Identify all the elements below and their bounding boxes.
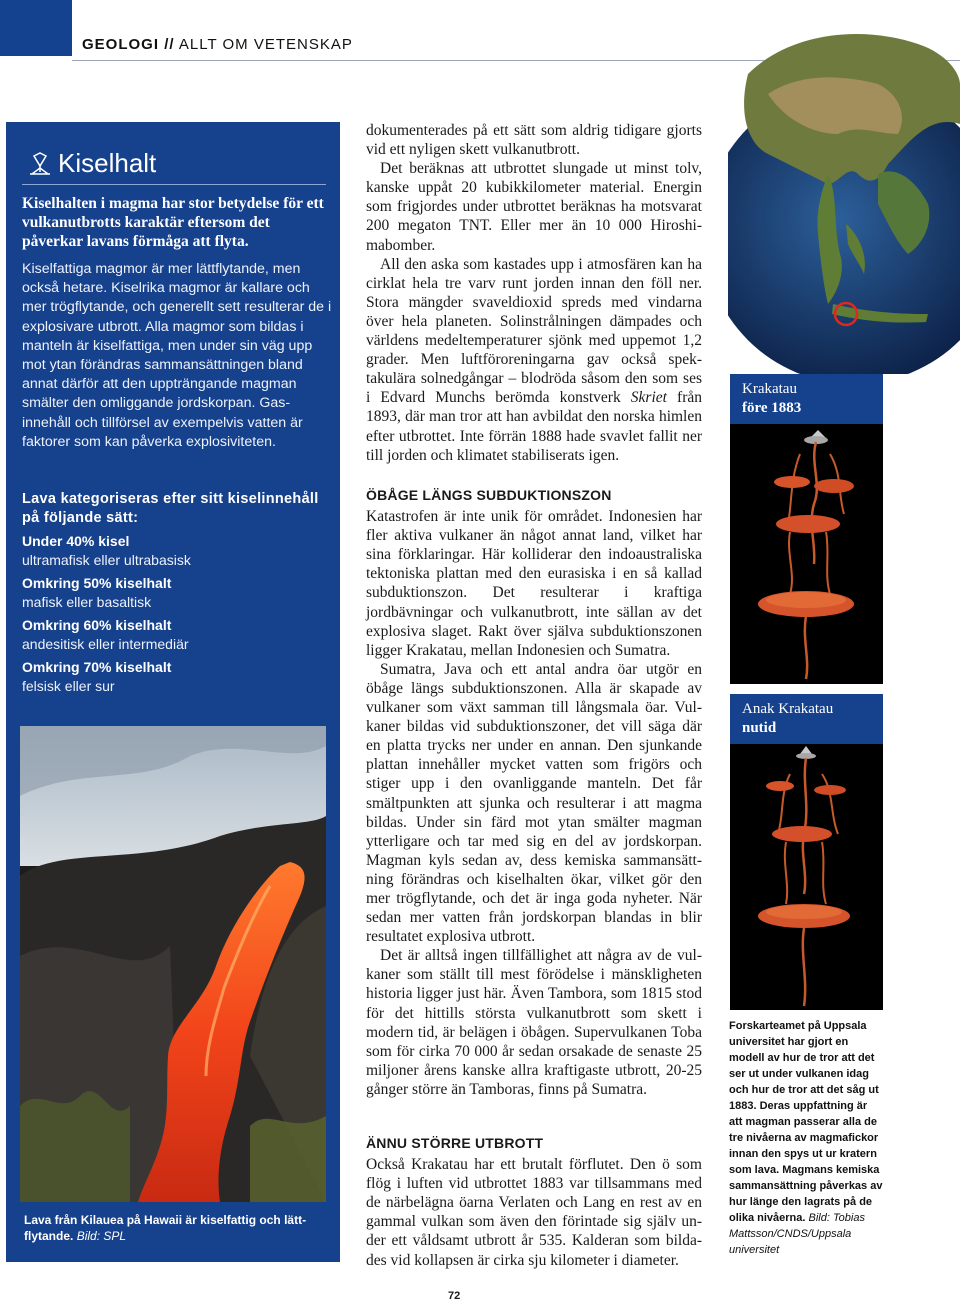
article-column-middle	[366, 486, 702, 1099]
model-caption-credit: Bild: Tobias Mattsson/CNDS/Uppsala universitet	[729, 1212, 865, 1256]
sidebar-title-row	[28, 148, 156, 179]
label-line-bold: nutid	[742, 720, 777, 736]
label-line-bold: före 1883	[742, 400, 802, 416]
article-paragraph: Sumatra, Java och ett antal andra öar utgör en öbåge längs subduktionszonen. Alla är skapade av vulkaner som växt samman till långsmala öar. Vulkaner bildas vid subduktionszoner, det vill säga där en platta trycks ner under en annan. Den sjunkande plattan innehåller mycket vatten som frigörs och stiger upp i den ovanliggande manteln. Det får smältpunkten att sjunka och resulterar i att magma bildas. Under sin färd mot ytan smälter magman ytterligare och tar med sig en del av jordskorpan. Magman kyls sedan av, dess kemiska sammansättning förändras och kiselhalten ökar, vilket gör den mer trögflytande, och det är inga goda nyheter. När sedan mer vatten från jordskorpan blandas in blir resultatet explosiva utbrott.	[366, 660, 702, 946]
lava-caption-text: Lava från Kilauea på Hawaii är kiselfattig och lättflytande.	[24, 1213, 307, 1243]
section-heading: ÄNNU STÖRRE UTBROTT	[366, 1135, 544, 1151]
mineral-icon	[28, 152, 52, 176]
kiselhalt-sidebar	[6, 122, 340, 1262]
category-item	[22, 616, 322, 653]
category-item	[22, 532, 322, 569]
article-paragraph: Det beräknas att utbrottet slungade ut minst tolv, kanske uppåt 20 kubikkilometer material. Energin som frigjordes under utbrottet beräknas ha motsvarat 200 megaton TNT. Eller mer än 10 000 Hiroshimabomber.	[366, 160, 702, 254]
category-label: Omkring 60% kiselhalt	[22, 617, 172, 633]
globe-map	[728, 14, 960, 374]
magma-chamber-model-before	[730, 424, 883, 684]
category-desc: mafisk eller basaltisk	[22, 594, 152, 610]
sidebar-body	[22, 260, 332, 452]
category-desc: andesitisk eller intermediär	[22, 636, 189, 652]
article-text: All den aska som kastades upp i atmosfären kan ha cirklat hela tre varv runt jorden innan den föll ner. Stora mängder svaveldioxid spreds med vindarna över hela planeten. Solinstrålningen dämpades och världens medeltemperaturer sjönk med uppemot 1,2 grader. Men luftföroreningarna gav också spektakulära solnedgångar – blodröda såsom den som ses i Edvard Munchs berömda konstverk	[366, 255, 702, 407]
header-subtitle: ALLT OM VETENSKAP	[178, 36, 353, 53]
category-desc: felsisk eller sur	[22, 678, 115, 694]
article-text: från 1893, där man tror att han avbildat den norska himlen efter utbrottet. Inte förrän 1888 hade svavlet fallit ner till jorden och klimatet stabiliserats igen.	[366, 389, 702, 464]
lava-flow-image	[20, 726, 326, 1202]
article-paragraph: Det är alltså ingen tillfällighet att några av de vulkaner som ställt till mest förödelse i mänskligheten historia ligger just här. Även Tambora, som 1815 stod för det hittills största vulkanutbrott som skett i modern tid, är belägen i öbågen. Supervulkanen Toba som för cirka 70 000 år sedan orsakade de senaste 25 miljoner årens kanske allra kraftigaste utbrott, 20-25 gånger större än Tamboras, finns på Sumatra.	[366, 947, 702, 1098]
article-paragraph: dokumenterades på ett sätt som aldrig tidigare gjorts vid ett nyligen skett vulkanutbrott.	[366, 122, 702, 159]
category-label: Omkring 50% kiselhalt	[22, 575, 172, 591]
model-krakatau-before	[730, 424, 883, 684]
category-item	[22, 658, 322, 695]
lava-photo-caption	[24, 1212, 324, 1244]
sidebar-body-text: Kiselfattiga magmor är mer lättflytande, men också hetare. Kiselrika magmor är kallare och mer trögflytande, och generellt sett resulterar de i explosivare utbrott. Alla magmor som bildas i manteln är kiselfattiga, men under sin väg upp mot ytan förändras sammansättningen bland annat därför att den uppträngande magman smälter den omliggande jordskorpan. Gasinnehåll och tillförsel av exempelvis vatten är faktorer som kan påverka explosiviteten.	[22, 261, 332, 450]
article-paragraph	[366, 255, 702, 465]
categories-list	[22, 532, 322, 700]
model-caption-text: Forskarteamet på Uppsala universitet har gjort en modell av hur de tror att det ser ut under vulkanen idag och hur de tror att det såg ut 1883. Deras uppfattning är att magman passerar alla de tre nivåerna av magmafickor innan den spys ut ur kratern som lava. Magmans kemiska sammansättning påverkas av hur länge den lagrats på de olika nivåerna.	[729, 1020, 883, 1224]
article-column-top	[366, 121, 702, 465]
label-krakatau-before	[730, 374, 883, 424]
page-header	[82, 36, 353, 53]
label-anak-krakatau	[730, 694, 883, 744]
category-item	[22, 574, 322, 611]
sidebar-rule	[22, 184, 326, 185]
model-anak-krakatau	[730, 744, 883, 1010]
section-heading: ÖBÅGE LÄNGS SUBDUKTIONSZON	[366, 487, 612, 503]
magma-chamber-model-now	[730, 744, 883, 1010]
article-paragraph: Också Krakatau har ett brutalt förflutet. Den ö som flög i luften vid utbrottet 1883 var tillsammans med de närbelägna öarna Verlaten och Lang en rest av en gammal vulkan som även den förintade sig själv under ett våldsamt utbrott år 535. Kalderan som bildades vid kollapsen är cirka sju kilometer i diameter.	[366, 1156, 702, 1269]
categories-heading: Lava kategoriseras efter sitt kiselinnehåll på följande sätt:	[22, 491, 319, 526]
category-desc: ultramafisk eller ultrabasisk	[22, 552, 191, 568]
lava-caption-credit: Bild: SPL	[76, 1229, 127, 1243]
sidebar-title: Kiselhalt	[58, 148, 157, 178]
model-caption	[729, 1018, 883, 1258]
article-paragraph: Katastrofen är inte unik för området. Indonesien har fler aktiva vulkaner än något annat land, vilket har sina förklaringar. Här kolliderar den indoaustraliska tektoniska plattan med den eurasiska i en så kallad subduktionszon. Det resulterar i kraftiga jordbävningar och vulkanutbrott, inte sällan av det explosiva slaget. Rakt över själva subduktionszonen ligger Krakatau, mellan Indonesien och Sumatra.	[366, 508, 702, 659]
header-separator: //	[164, 36, 175, 53]
article-column-bottom	[366, 1134, 702, 1270]
header-corner-block	[0, 0, 72, 56]
page-number: 72	[448, 1290, 461, 1302]
article-emphasis: Skriet	[630, 389, 667, 407]
label-line: Krakatau	[742, 381, 797, 397]
globe-image	[728, 14, 960, 374]
label-line: Anak Krakatau	[742, 701, 834, 717]
category-label: Omkring 70% kiselhalt	[22, 659, 172, 675]
sidebar-lead: Kiselhalten i magma har stor betydelse för ett vulkanutbrotts karaktär eftersom det påverkar lavans förmåga att flyta.	[22, 195, 324, 250]
lava-photo	[20, 726, 326, 1202]
category-label: Under 40% kisel	[22, 533, 130, 549]
header-section: GEOLOGI	[82, 36, 160, 53]
